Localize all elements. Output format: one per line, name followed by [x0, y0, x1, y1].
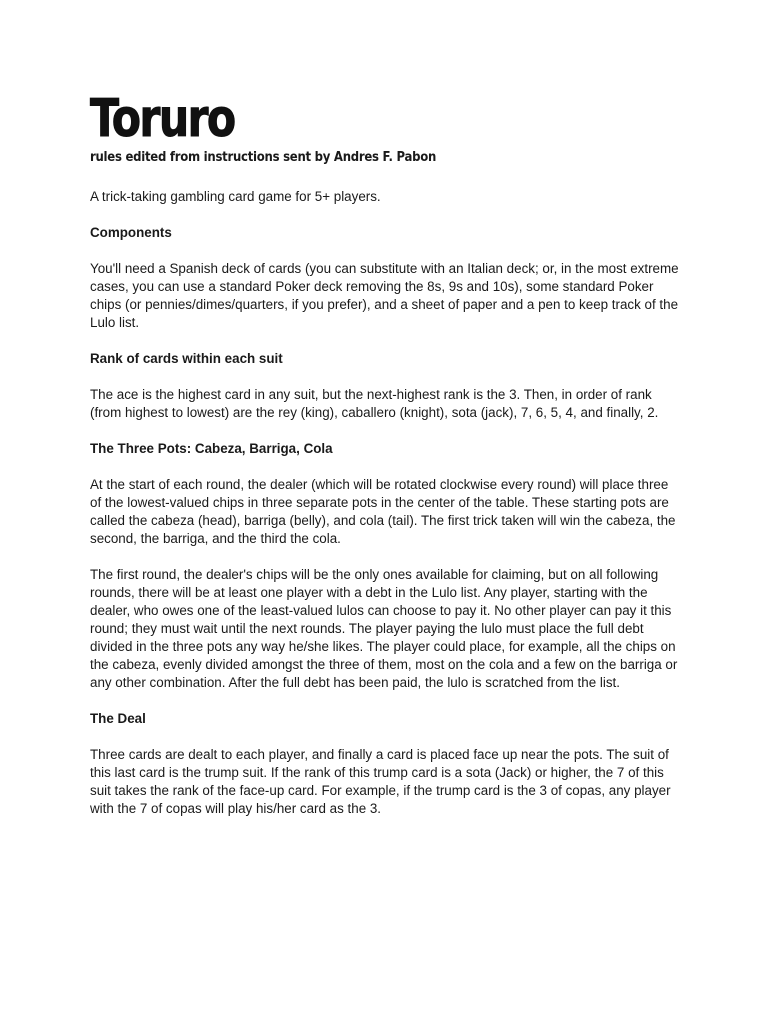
document-subtitle: rules edited from instructions sent by Andres F. Pabon: [90, 150, 437, 165]
section-rank-of-cards: [90, 350, 680, 422]
section-components: [90, 224, 680, 332]
section-three-pots: [90, 440, 680, 692]
section-heading: The Deal: [90, 711, 146, 726]
document-title: Toruro: [90, 89, 235, 149]
section-paragraph: Three cards are dealt to each player, and finally a card is placed face up near the pots. The suit of this last card is the trump suit. If the rank of this trump card is a sota (Jack) or higher, the 7 of this suit takes the rank of the face-up card. For example, if the trump card is the 3 of copas, any player with the 7 of copas will play his/her card as the 3.: [90, 747, 671, 816]
section-heading: The Three Pots: Cabeza, Barriga, Cola: [90, 441, 333, 456]
intro-paragraph: A trick-taking gambling card game for 5+ players.: [90, 189, 381, 204]
section-paragraph: You'll need a Spanish deck of cards (you can substitute with an Italian deck; or, in the most extreme cases, you can use a standard Poker deck removing the 8s, 9s and 10s), some standard Poker chips (or pennies/dimes/quarters, if you prefer), and a sheet of paper and a pen to keep track of the Lulo list.: [90, 261, 679, 330]
section-heading: Components: [90, 225, 172, 240]
document-page: [90, 90, 680, 818]
section-paragraph: At the start of each round, the dealer (which will be rotated clockwise every round) will place three of the lowest-valued chips in three separate pots in the center of the table. These starting pots are called the cabeza (head), barriga (belly), and cola (tail). The first trick taken will win the cabeza, the second, the barriga, and the third the cola.: [90, 477, 676, 546]
section-the-deal: [90, 710, 680, 818]
section-paragraph: The ace is the highest card in any suit, but the next-highest rank is the 3. Then, in order of rank (from highest to lowest) are the rey (king), caballero (knight), sota (jack), 7, 6, 5, 4, and finally, 2.: [90, 387, 659, 420]
section-paragraph: The first round, the dealer's chips will be the only ones available for claiming, but on all following rounds, there will be at least one player with a debt in the Lulo list. Any player, starting with the dealer, who owes one of the least-valued lulos can choose to pay it. No other player can pay it this round; they must wait until the next rounds. The player paying the lulo must place the full debt divided in the three pots any way he/she likes. The player could place, for example, all the chips on the cabeza, evenly divided amongst the three of them, most on the cola and a few on the barriga or any other combination. After the full debt has been paid, the lulo is scratched from the list.: [90, 567, 678, 690]
section-heading: Rank of cards within each suit: [90, 351, 283, 366]
